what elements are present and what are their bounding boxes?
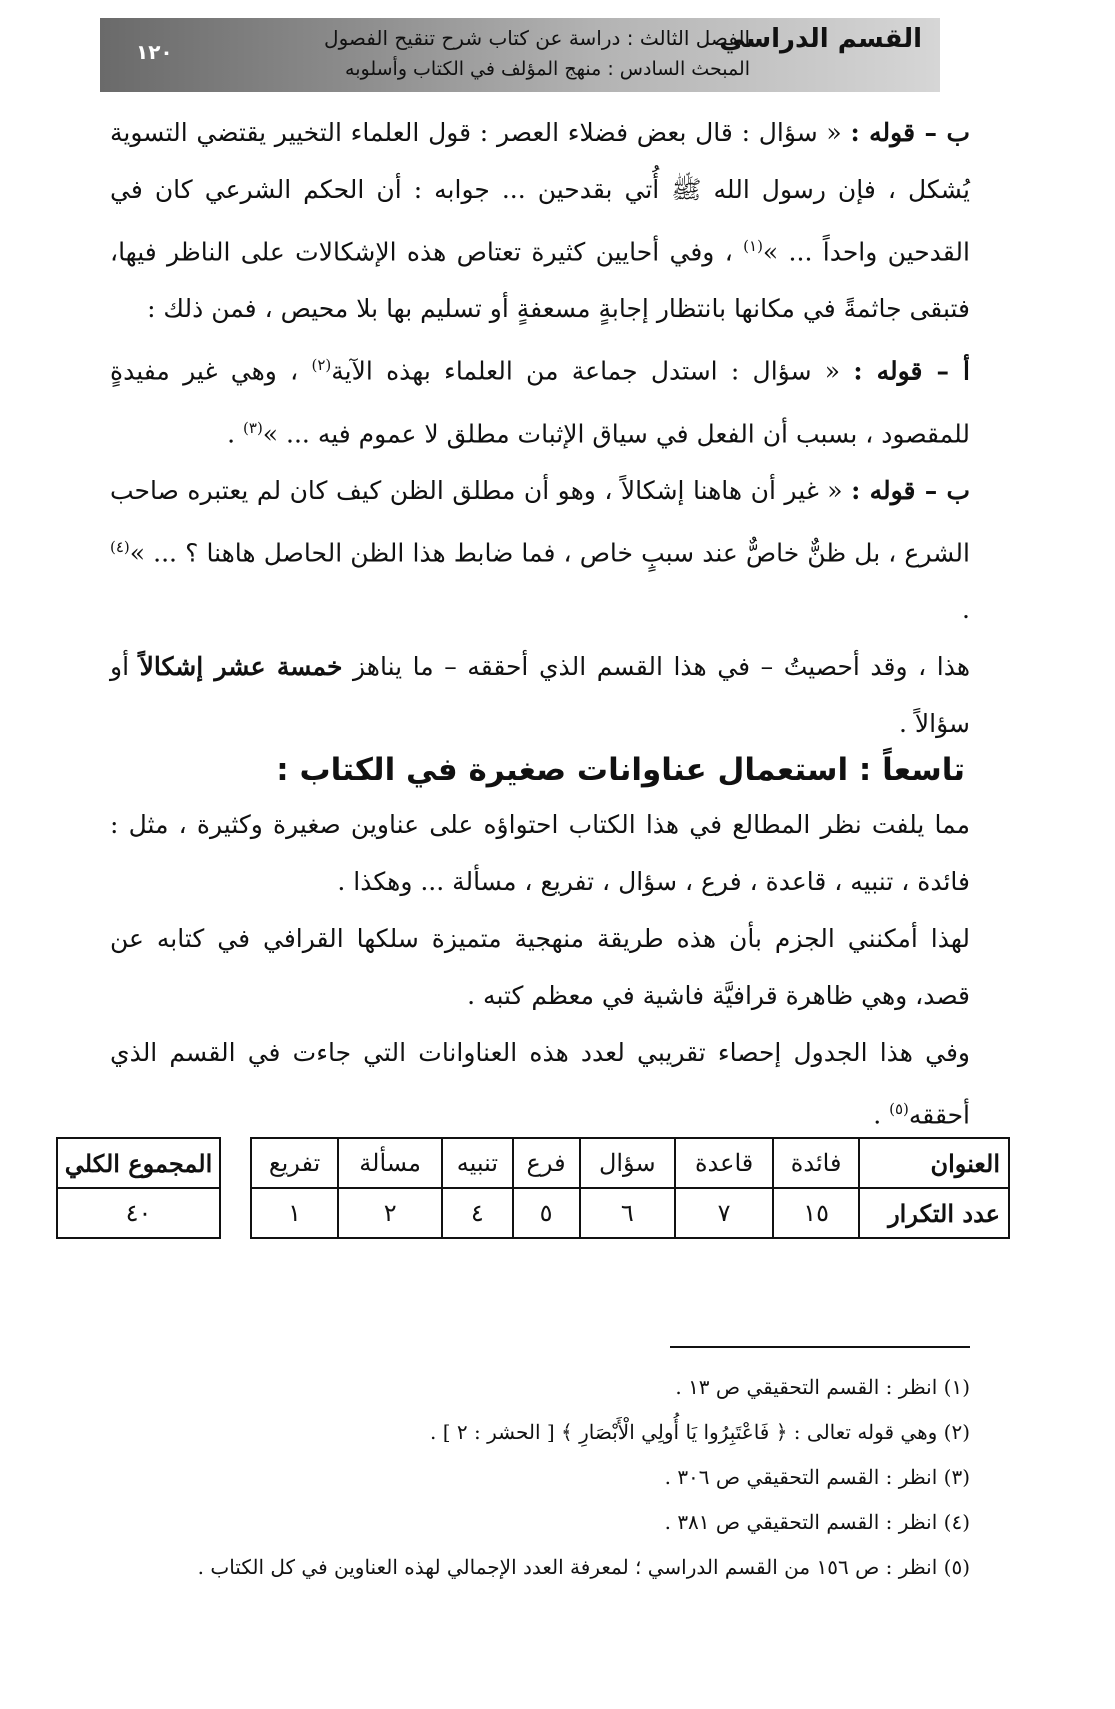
footnote-ref[interactable]: (١) [743,237,763,255]
table-header-cell: تفريع [251,1138,338,1188]
footnote: (٣) انظر : القسم التحقيقي ص ٣٠٦ . [664,1465,970,1489]
paragraph-text: أو سؤالاً . [110,652,970,739]
emphasis-text: خمسة عشر إشكالاً [139,652,343,682]
total-count-table [56,1137,221,1239]
table-header-cell: سؤال [580,1138,676,1188]
footnote: (٢) وهي قوله تعالى : ﴿ فَاعْتَبِرُوا يَا أُولِي الْأَبْصَارِ ﴾ [ الحشر : ٢ ] . [430,1420,970,1444]
paragraph [110,337,970,462]
paragraph-text: . [227,418,244,448]
paragraph-text: هذا ، وقد أحصيتُ – في هذا القسم الذي أحققه – ما يناهز [342,652,971,682]
section-heading: تاسعاً : استعمال عناوانات صغيرة في الكتاب : [276,752,965,788]
paragraph-label: ب – قوله : [851,475,970,505]
header-section-title: القسم الدراسي [719,24,922,54]
header-chapter-title: الفصل الثالث : دراسة عن كتاب شرح تنقيح الفصول [324,26,750,50]
footnote-ref[interactable]: (٢) [311,356,332,375]
table-row [251,1188,1009,1238]
table-header-cell: مسألة [338,1138,442,1188]
table-cell: ٢ [338,1188,442,1238]
paragraph-text: « سؤال : قال بعض فضلاء العصر : قول العلماء التخيير يقتضي التسوية يُشكل ، فإن رسول الله ﷺ أُتي بقدحين ... جوابه : أن الحكم الشرعي كان في القدحين واحداً ... » [110,118,970,267]
paragraph-text: ، وفي أحايين كثيرة تعتاص هذه الإشكالات على الناظر فيها، فتبقى جاثمةً في مكانها بانتظار إجابةٍ مسعفةٍ أو تسليم بها بلا محيص ، فمن ذلك : [110,237,970,324]
footnote-divider [670,1346,970,1348]
table-cell: ٦ [580,1188,676,1238]
footnote-ref[interactable]: (٣) [243,418,263,437]
footnotes [110,1365,970,1590]
header-subsection-title: المبحث السادس : منهج المؤلف في الكتاب وأسلوبه [345,58,750,80]
paragraph-text: ، وهي غير مفيدةٍ للمقصود ، بسبب أن الفعل في سياق الإثبات مطلق لا عموم فيه ... » [110,356,970,448]
body-text-lower [110,796,970,1143]
paragraph: مما يلفت نظر المطالع في هذا الكتاب احتواؤه على عناوين صغيرة وكثيرة ، مثل : فائدة ، تنبيه ، قاعدة ، فرع ، سؤال ، تفريع ، مسألة ... وهكذا . [110,810,970,896]
body-text-upper [110,104,970,752]
table-cell: ٧ [675,1188,773,1238]
paragraph [110,1024,970,1143]
footnote: (٤) انظر : القسم التحقيقي ص ٣٨١ . [664,1510,970,1534]
table-header-cell: فرع [513,1138,580,1188]
paragraph-text: « سؤال : استدل جماعة من العلماء بهذه الآية [331,356,854,386]
footnote: (٥) انظر : ص ١٥٦ من القسم الدراسي ؛ لمعرفة العدد الإجمالي لهذه العناوين في كل الكتاب . [197,1555,970,1579]
table-header-cell: قاعدة [675,1138,773,1188]
paragraph-text: . [962,595,970,625]
table-cell: ٤٠ [57,1188,220,1238]
paragraph-text: وفي هذا الجدول إحصاء تقريبي لعدد هذه العناوانات التي جاءت في القسم الذي أحققه [110,1038,970,1130]
paragraph [110,462,970,638]
table-row-label: العنوان [859,1138,1009,1188]
table-cell: ١ [251,1188,338,1238]
footnote-ref[interactable]: (٥) [889,1100,909,1118]
table-header-row [251,1138,1009,1188]
paragraph-label: ب – قوله : [850,118,971,147]
headings-count-table [250,1137,1010,1239]
table-row [57,1188,220,1238]
page-number: ١٢٠ [136,40,173,64]
table-cell: ٥ [513,1188,580,1238]
table-header-row [57,1138,220,1188]
table-header-cell: فائدة [773,1138,859,1188]
footnote: (١) انظر : القسم التحقيقي ص ١٣ . [675,1375,970,1399]
paragraph: لهذا أمكنني الجزم بأن هذه طريقة منهجية متميزة سلكها القرافي في كتابه عن قصد، وهي ظاهرة قرافيَّة فاشية في معظم كتبه . [110,924,970,1010]
paragraph [110,638,970,752]
paragraph [110,104,970,337]
paragraph-text: « غير أن هاهنا إشكالاً ، وهو أن مطلق الظن كيف كان لم يعتبره صاحب الشرع ، بل ظنٌّ خاصٌّ عند سببٍ خاص ، فما ضابط هذا الظن الحاصل هاهنا ؟ ... » [110,475,970,568]
table-cell: ١٥ [773,1188,859,1238]
paragraph-text: . [873,1100,890,1130]
table-header-cell: تنبيه [442,1138,513,1188]
table-cell: ٤ [442,1188,513,1238]
footnote-ref[interactable]: (٤) [110,537,130,556]
paragraph-label: أ – قوله : [853,356,971,386]
table-row-label: عدد التكرار [859,1188,1009,1238]
table-header-cell: المجموع الكلي [57,1138,220,1188]
running-header [100,18,940,92]
